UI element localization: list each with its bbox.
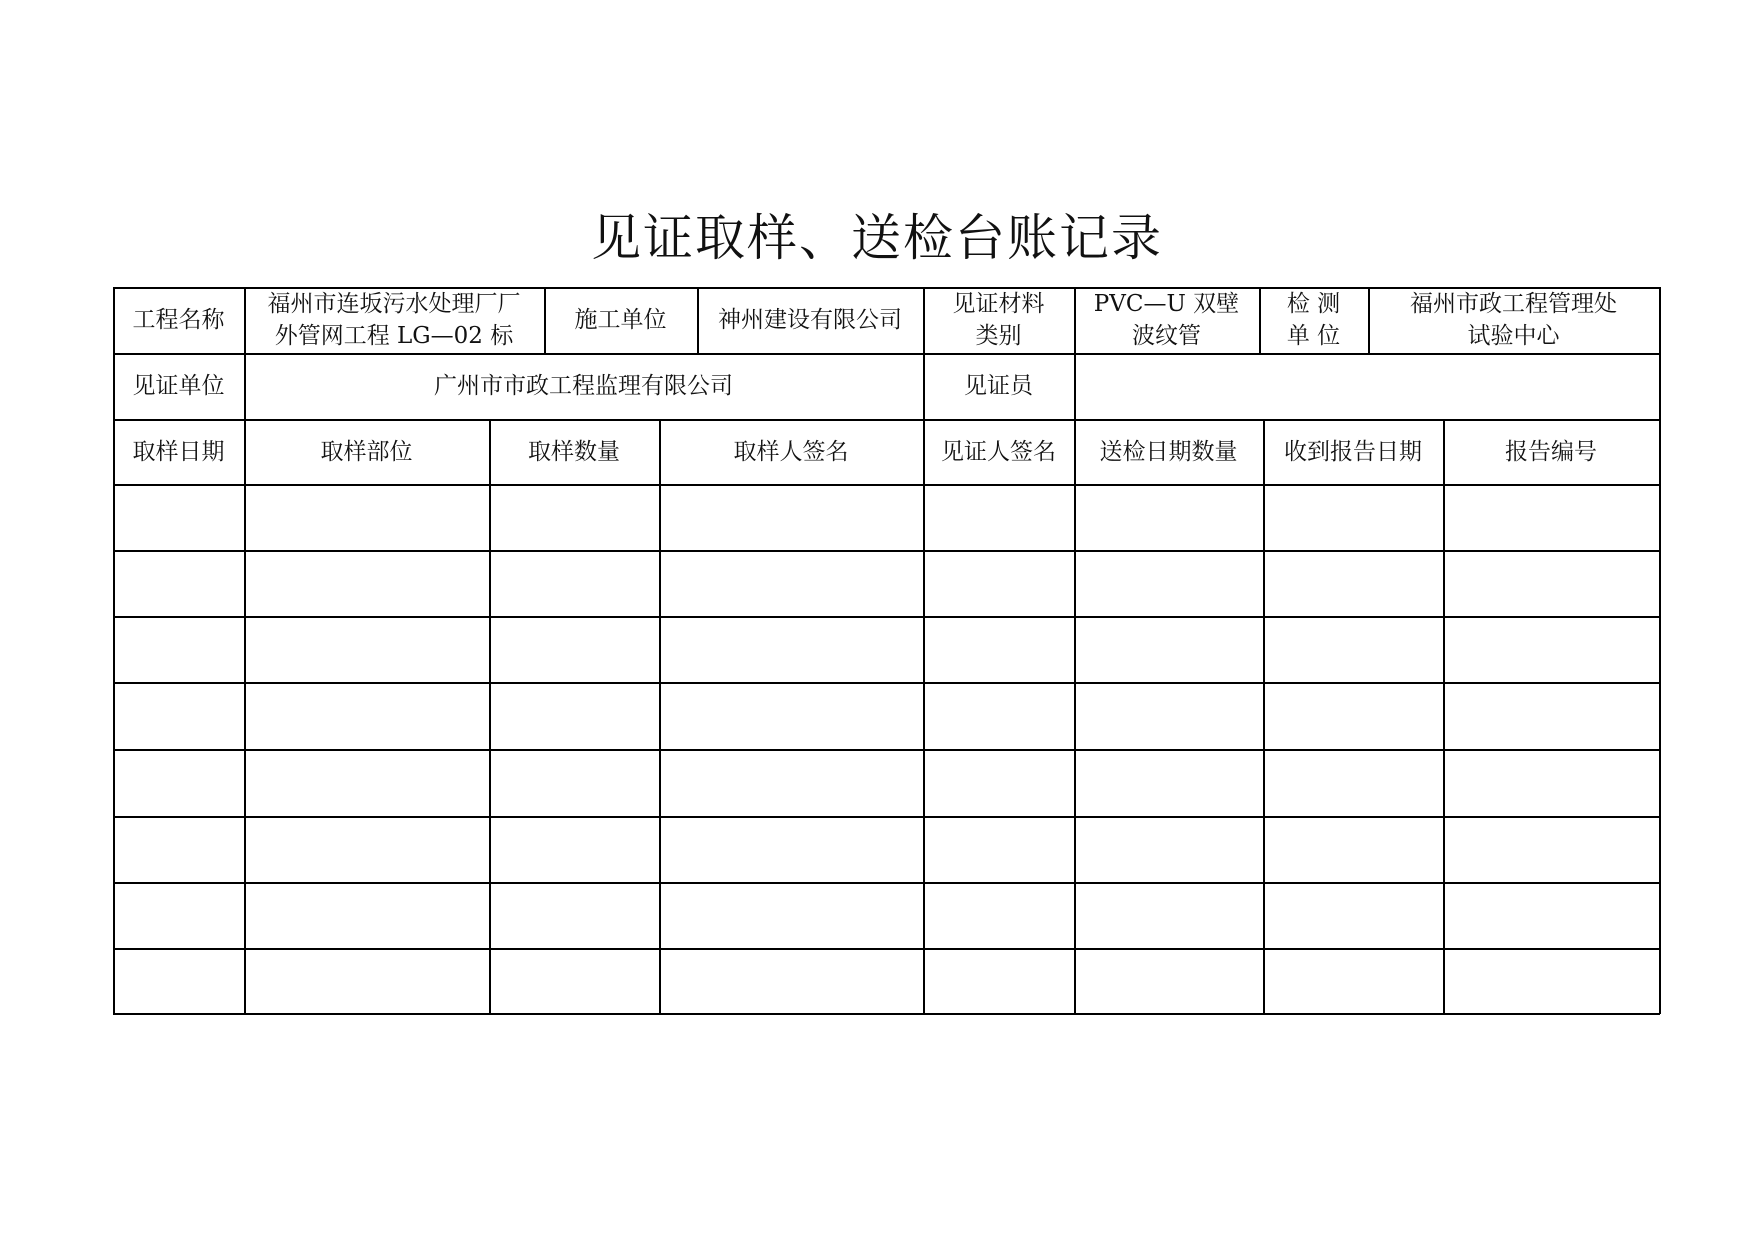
witness-person-label: 见证员	[964, 373, 1033, 399]
column-header: 送检日期数量	[1099, 438, 1238, 465]
column-header: 见证人签名	[941, 438, 1056, 465]
column-header: 报告编号	[1505, 438, 1597, 465]
witness-person-value[interactable]	[1074, 353, 1659, 419]
column-header: 收到报告日期	[1284, 438, 1422, 465]
project-name-label: 工程名称	[132, 307, 225, 333]
page-title: 见证取样、送检台账记录	[591, 209, 1163, 267]
ledger-table	[113, 287, 1660, 1014]
construction-unit-value: 神州建设有限公司	[718, 307, 902, 333]
testing-unit-label: 检 测 单 位	[1286, 291, 1341, 349]
column-header: 取样部位	[320, 438, 413, 465]
witness-unit-value: 广州市市政工程监理有限公司	[434, 373, 733, 399]
material-type-value: PVC—U 双壁 波纹管	[1093, 291, 1240, 349]
column-header: 取样数量	[528, 438, 620, 465]
column-header: 取样日期	[132, 438, 225, 465]
column-header: 取样人签名	[733, 438, 849, 465]
testing-unit-value: 福州市政工程管理处 试验中心	[1410, 291, 1617, 349]
material-type-label: 见证材料 类别	[952, 291, 1045, 349]
project-name-value: 福州市连坂污水处理厂厂 外管网工程 LG—02 标	[267, 291, 521, 349]
construction-unit-label: 施工单位	[574, 307, 667, 333]
witness-unit-label: 见证单位	[132, 373, 225, 399]
